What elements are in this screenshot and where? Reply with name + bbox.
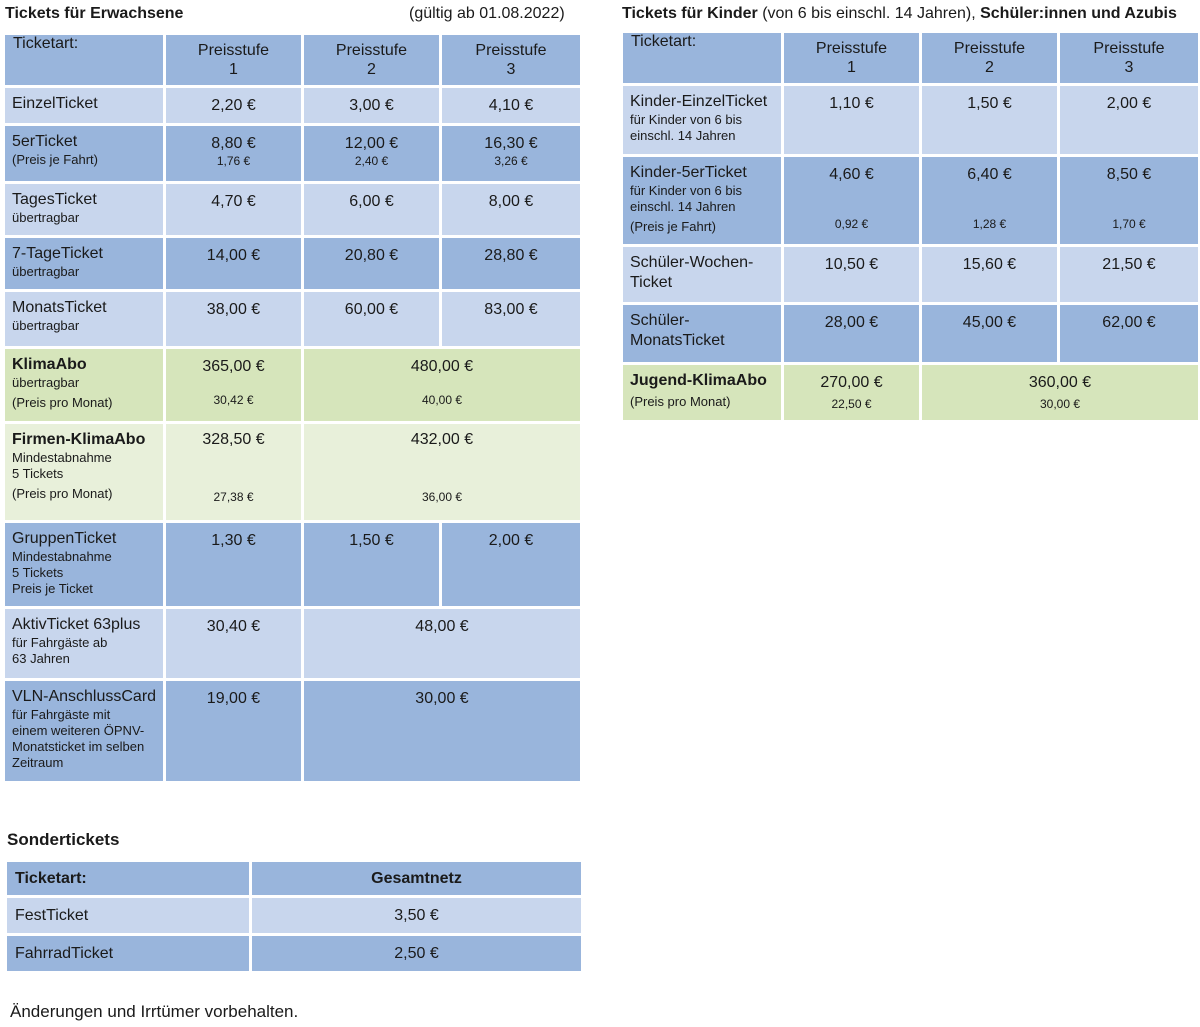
price-cell: 2,00 € bbox=[1059, 85, 1200, 156]
price-cell: 12,00 € 2,40 € bbox=[303, 125, 441, 183]
table-header-row bbox=[4, 34, 582, 87]
ticket-name: Schüler- MonatsTicket bbox=[622, 304, 783, 364]
table-row bbox=[4, 237, 582, 291]
price-cell: 8,00 € bbox=[441, 183, 582, 237]
price-cell: 28,80 € bbox=[441, 237, 582, 291]
header-ticketart: Ticketart: bbox=[6, 861, 251, 897]
price-cell: 270,00 € 22,50 € bbox=[783, 364, 921, 422]
ticket-name: Kinder-5erTicket für Kinder von 6 bis einschl. 14 Jahren (Preis je Fahrt) bbox=[622, 156, 783, 246]
validity-note: (gültig ab 01.08.2022) bbox=[409, 5, 565, 22]
header-ticketart: Ticketart: bbox=[622, 32, 783, 85]
ticket-name: 7-TageTicket übertragbar bbox=[4, 237, 165, 291]
table-row bbox=[4, 522, 582, 608]
header-stage-1: Preisstufe 1 bbox=[165, 34, 303, 87]
price-cell: 365,00 € 30,42 € bbox=[165, 348, 303, 423]
price-cell: 21,50 € bbox=[1059, 246, 1200, 304]
table-row bbox=[4, 680, 582, 783]
price-cell: 480,00 € 40,00 € bbox=[303, 348, 582, 423]
price-cell: 48,00 € bbox=[303, 608, 582, 680]
price-cell: 4,60 € 0,92 € bbox=[783, 156, 921, 246]
price-cell: 6,00 € bbox=[303, 183, 441, 237]
header-stage-3: Preisstufe 3 bbox=[1059, 32, 1200, 85]
price-cell: 8,50 € 1,70 € bbox=[1059, 156, 1200, 246]
price-cell: 3,00 € bbox=[303, 87, 441, 125]
table-row bbox=[6, 897, 583, 935]
price-cell: 2,50 € bbox=[251, 935, 583, 973]
price-cell: 6,40 € 1,28 € bbox=[921, 156, 1059, 246]
header-stage-3: Preisstufe 3 bbox=[441, 34, 582, 87]
ticket-name: FestTicket bbox=[6, 897, 251, 935]
special-title: Sondertickets bbox=[7, 830, 120, 849]
price-cell: 14,00 € bbox=[165, 237, 303, 291]
table-row bbox=[622, 364, 1200, 422]
price-cell: 38,00 € bbox=[165, 291, 303, 348]
table-row bbox=[4, 183, 582, 237]
header-gesamtnetz: Gesamtnetz bbox=[251, 861, 583, 897]
price-cell: 10,50 € bbox=[783, 246, 921, 304]
price-cell: 1,50 € bbox=[921, 85, 1059, 156]
disclaimer-footer: Änderungen und Irrtümer vorbehalten. bbox=[10, 1002, 299, 1021]
adult-title: Tickets für Erwachsene bbox=[5, 5, 184, 22]
ticket-name: Jugend-KlimaAbo (Preis pro Monat) bbox=[622, 364, 783, 422]
price-cell: 8,80 € 1,76 € bbox=[165, 125, 303, 183]
table-row bbox=[622, 246, 1200, 304]
price-cell: 15,60 € bbox=[921, 246, 1059, 304]
ticket-name: Firmen-KlimaAbo Mindestabnahme 5 Tickets (Preis pro Monat) bbox=[4, 423, 165, 522]
ticket-name: MonatsTicket übertragbar bbox=[4, 291, 165, 348]
table-row bbox=[4, 291, 582, 348]
price-cell: 1,50 € bbox=[303, 522, 441, 608]
price-cell: 19,00 € bbox=[165, 680, 303, 783]
table-row bbox=[4, 423, 582, 522]
ticket-name: Schüler-Wochen- Ticket bbox=[622, 246, 783, 304]
price-cell: 45,00 € bbox=[921, 304, 1059, 364]
price-cell: 30,40 € bbox=[165, 608, 303, 680]
ticket-name: Kinder-EinzelTicket für Kinder von 6 bis einschl. 14 Jahren bbox=[622, 85, 783, 156]
price-cell: 328,50 € 27,38 € bbox=[165, 423, 303, 522]
table-row bbox=[6, 935, 583, 973]
ticket-name: VLN-AnschlussCard für Fahrgäste mit einem weiteren ÖPNV- Monatsticket im selben Zeitraum bbox=[4, 680, 165, 783]
table-header-row bbox=[6, 861, 583, 897]
price-cell: 28,00 € bbox=[783, 304, 921, 364]
ticket-name: GruppenTicket Mindestabnahme 5 Tickets Preis je Ticket bbox=[4, 522, 165, 608]
header-stage-2: Preisstufe 2 bbox=[921, 32, 1059, 85]
header-ticketart: Ticketart: bbox=[4, 34, 165, 87]
table-row bbox=[4, 608, 582, 680]
price-cell: 1,10 € bbox=[783, 85, 921, 156]
header-stage-2: Preisstufe 2 bbox=[303, 34, 441, 87]
table-row bbox=[622, 85, 1200, 156]
price-cell: 2,20 € bbox=[165, 87, 303, 125]
ticket-name: TagesTicket übertragbar bbox=[4, 183, 165, 237]
special-price-table bbox=[4, 859, 584, 974]
table-row bbox=[4, 348, 582, 423]
kids-title: Tickets für Kinder (von 6 bis einschl. 14 Jahren), Schüler:innen und Azubis bbox=[622, 5, 1177, 22]
table-row bbox=[4, 125, 582, 183]
table-row bbox=[622, 304, 1200, 364]
price-cell: 30,00 € bbox=[303, 680, 582, 783]
ticket-name: EinzelTicket bbox=[4, 87, 165, 125]
header-stage-1: Preisstufe 1 bbox=[783, 32, 921, 85]
price-cell: 60,00 € bbox=[303, 291, 441, 348]
price-cell: 20,80 € bbox=[303, 237, 441, 291]
table-row bbox=[622, 156, 1200, 246]
kids-price-table bbox=[620, 30, 1200, 423]
table-header-row bbox=[622, 32, 1200, 85]
adult-price-table bbox=[2, 32, 583, 784]
price-cell: 4,10 € bbox=[441, 87, 582, 125]
price-cell: 16,30 € 3,26 € bbox=[441, 125, 582, 183]
table-row bbox=[4, 87, 582, 125]
ticket-name: 5erTicket (Preis je Fahrt) bbox=[4, 125, 165, 183]
price-cell: 360,00 € 30,00 € bbox=[921, 364, 1200, 422]
price-cell: 62,00 € bbox=[1059, 304, 1200, 364]
ticket-name: AktivTicket 63plus für Fahrgäste ab 63 Jahren bbox=[4, 608, 165, 680]
price-cell: 1,30 € bbox=[165, 522, 303, 608]
price-cell: 4,70 € bbox=[165, 183, 303, 237]
price-cell: 83,00 € bbox=[441, 291, 582, 348]
price-cell: 3,50 € bbox=[251, 897, 583, 935]
ticket-name: FahrradTicket bbox=[6, 935, 251, 973]
price-cell: 2,00 € bbox=[441, 522, 582, 608]
ticket-name: KlimaAbo übertragbar (Preis pro Monat) bbox=[4, 348, 165, 423]
price-cell: 432,00 € 36,00 € bbox=[303, 423, 582, 522]
